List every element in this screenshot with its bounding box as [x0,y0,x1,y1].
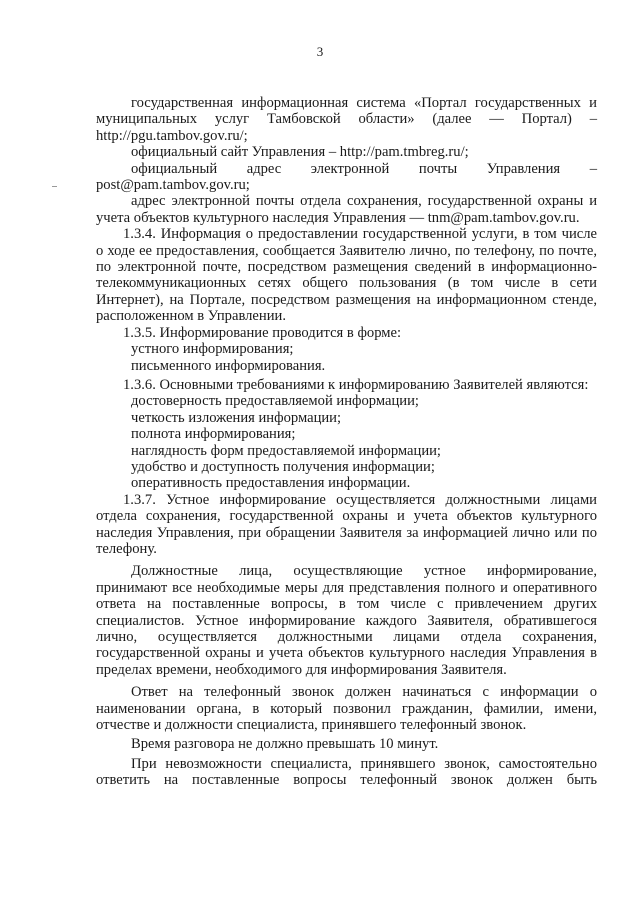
page-number: 3 [316,44,324,59]
list-item-promptness: оперативность предоставления информации. [131,475,411,492]
paragraph-portal: государственная информационная система «Портал государственных и муниципальных услуг Тамбовской области» (далее — Портал) – http://pgu.tambov.gov.ru/; [96,95,597,144]
paragraph-email-department: адрес электронной почты отдела сохранения, государственной охраны и учета объектов культурного наследия Управления — tnm@pam.tambov.gov.ru. [96,193,597,226]
paragraph-1-3-5: 1.3.5. Информирование проводится в форме: [123,324,402,341]
margin-mark [52,186,57,187]
paragraph-1-3-4: 1.3.4. Информация о предоставлении государственной услуги, в том числе о ходе ее предоставления, сообщается Заявителю лично, по телефону, по почте, по электронной почте, посредством размещения сведений в информационно-телекоммуникационных сетях общего пользования (в том числе в сети Интернет), на Портале, посредством размещения на информационном стенде, расположенном в Управлении. [96,226,597,325]
list-item-convenience: удобство и доступность получения информации; [131,458,435,475]
paragraph-1-3-7: 1.3.7. Устное информирование осуществляется должностными лицами отдела сохранения, государственной охраны и учета объектов культурного наследия Управления, при обращении Заявителя за информацией лично или по телефону. [96,491,597,557]
list-item-completeness: полнота информирования; [131,426,296,443]
list-item-clarity: четкость изложения информации; [131,409,342,426]
paragraph-email-administration: официальный адрес электронной почты Управления – post@pam.tambov.gov.ru; [96,160,597,194]
paragraph-1-3-6: 1.3.6. Основными требованиями к информированию Заявителей являются: [123,376,589,393]
paragraph-call-duration: Время разговора не должно превышать 10 минут. [131,736,439,753]
list-item-visibility: наглядность форм предоставляемой информации; [131,442,441,459]
list-item-reliability: достоверность предоставляемой информации; [131,393,419,410]
list-item-written: письменного информирования. [131,357,326,374]
list-item-oral: устного информирования; [131,341,294,358]
paragraph-phone-answer: Ответ на телефонный звонок должен начинаться с информации о наименовании органа, в который позвонил гражданин, фамилии, имени, отчестве и должности специалиста, принявшего телефонный звонок. [96,684,597,734]
document-body [96,95,597,789]
paragraph-call-transfer: При невозможности специалиста, принявшего звонок, самостоятельно ответить на поставленные вопросы телефонный звонок должен быть [96,755,597,789]
paragraph-officials: Должностные лица, осуществляющие устное информирование, принимают все необходимые меры для представления полного и оперативного ответа на поставленные вопросы, в том числе с привлечением других специалистов. Устное информирование каждого Заявителя, обратившегося лично, осуществляется должностными лицами отдела сохранения, государственной охраны и учета объектов культурного наследия Управления в пределах времени, необходимого для информирования Заявителя. [96,563,597,678]
paragraph-official-site: официальный сайт Управления – http://pam.tmbreg.ru/; [131,144,469,161]
